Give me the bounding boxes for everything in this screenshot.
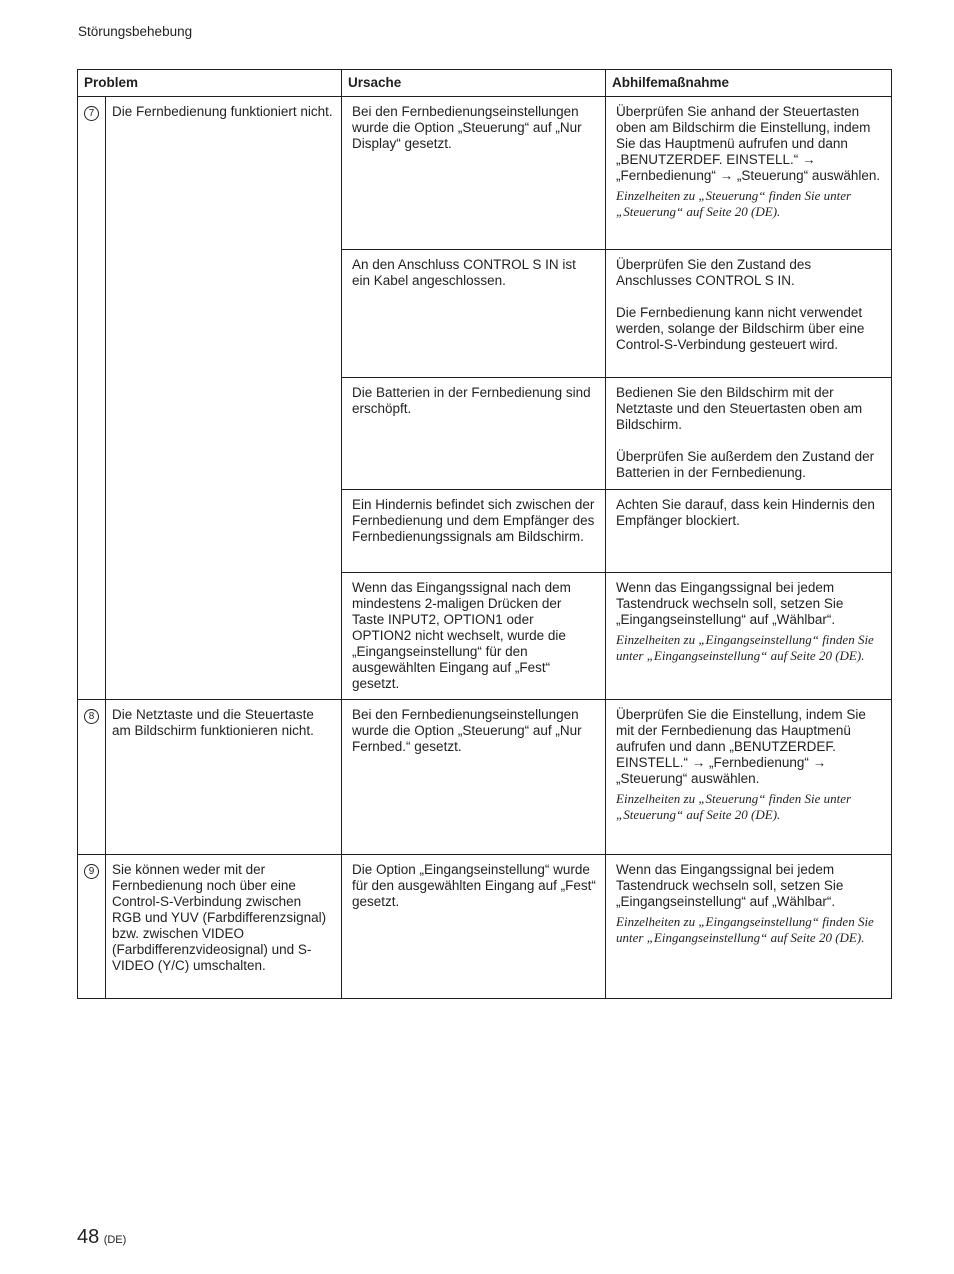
remedy-text: Wenn das Eingangssignal bei jedem Tastendruck wechseln soll, setzen Sie „Eingangseinstellung“ auf „Wählbar“.	[616, 580, 844, 627]
problem-text: Die Fernbedienung funktioniert nicht.	[106, 97, 342, 700]
problem-number: 7	[84, 106, 99, 121]
remedy-cell	[606, 97, 892, 250]
remedy-text: Überprüfen Sie den Zustand des Anschlusses CONTROL S IN.	[616, 257, 812, 288]
remedy-cell	[606, 573, 892, 700]
remedy-text-2: Überprüfen Sie außerdem den Zustand der Batterien in der Fernbedienung.	[616, 449, 875, 480]
remedy-text: Bedienen Sie den Bildschirm mit der Netztaste und den Steuertasten oben am Bildschirm.	[616, 385, 863, 432]
table-row	[78, 700, 892, 855]
cause-cell: Ein Hindernis befindet sich zwischen der Fernbedienung und dem Empfänger des Fernbedienungssignals am Bildschirm.	[342, 490, 606, 573]
table-row	[78, 855, 892, 999]
remedy-text: Überprüfen Sie anhand der Steuertasten oben am Bildschirm die Einstellung, indem Sie das Hauptmenü aufrufen und dann „BENUTZERDEF. EINSTELL.“ → „Fernbedienung“ → „Steuerung“ auswählen.	[616, 104, 881, 183]
header-cause: Ursache	[342, 70, 606, 97]
cause-cell: Wenn das Eingangssignal nach dem mindestens 2-maligen Drücken der Taste INPUT2, OPTION1 oder OPTION2 nicht wechselt, wurde die „Eingangseinstellung“ für den ausgewählten Eingang auf „Fest“ gesetzt.	[342, 573, 606, 700]
remedy-cell	[606, 378, 892, 490]
page-footer	[77, 1226, 126, 1249]
header-remedy: Abhilfemaßnahme	[606, 70, 892, 97]
problem-number-cell	[78, 97, 106, 700]
cause-cell: Die Batterien in der Fernbedienung sind erschöpft.	[342, 378, 606, 490]
troubleshooting-table	[77, 69, 892, 999]
problem-number: 9	[84, 864, 99, 879]
cause-cell: Bei den Fernbedienungseinstellungen wurde die Option „Steuerung“ auf „Nur Display“ gesetzt.	[342, 97, 606, 250]
remedy-note: Einzelheiten zu „Eingangseinstellung“ finden Sie unter „Eingangseinstellung“ auf Seite 20 (DE).	[616, 632, 874, 663]
remedy-note: Einzelheiten zu „Eingangseinstellung“ finden Sie unter „Eingangseinstellung“ auf Seite 20 (DE).	[616, 914, 874, 945]
running-header: Störungsbehebung	[78, 24, 193, 39]
remedy-text-2: Die Fernbedienung kann nicht verwendet werden, solange der Bildschirm über eine Control-S-Verbindung gesteuert wird.	[616, 305, 865, 352]
remedy-cell	[606, 250, 892, 378]
remedy-text: Überprüfen Sie die Einstellung, indem Sie mit der Fernbedienung das Hauptmenü aufrufen und dann „BENUTZERDEF. EINSTELL.“ → „Fernbedienung“ → „Steuerung“ auswählen.	[616, 707, 866, 786]
cause-cell: Die Option „Eingangseinstellung“ wurde für den ausgewählten Eingang auf „Fest“ gesetzt.	[342, 855, 606, 999]
remedy-cell: Achten Sie darauf, dass kein Hindernis den Empfänger blockiert.	[606, 490, 892, 573]
table-header-row	[78, 70, 892, 97]
remedy-note: Einzelheiten zu „Steuerung“ finden Sie unter „Steuerung“ auf Seite 20 (DE).	[616, 188, 852, 219]
cause-cell: Bei den Fernbedienungseinstellungen wurde die Option „Steuerung“ auf „Nur Fernbed.“ gesetzt.	[342, 700, 606, 855]
problem-number: 8	[84, 709, 99, 724]
problem-number-cell	[78, 855, 106, 999]
problem-text: Die Netztaste und die Steuertaste am Bildschirm funktionieren nicht.	[106, 700, 342, 855]
remedy-cell	[606, 700, 892, 855]
page-number: 48	[77, 1226, 100, 1248]
page-language: (DE)	[103, 1234, 127, 1246]
remedy-text: Wenn das Eingangssignal bei jedem Tastendruck wechseln soll, setzen Sie „Eingangseinstellung“ auf „Wählbar“.	[616, 862, 844, 909]
remedy-note: Einzelheiten zu „Steuerung“ finden Sie unter „Steuerung“ auf Seite 20 (DE).	[616, 791, 852, 822]
remedy-cell	[606, 855, 892, 999]
table-row	[78, 97, 892, 250]
cause-cell: An den Anschluss CONTROL S IN ist ein Kabel angeschlossen.	[342, 250, 606, 378]
header-problem: Problem	[78, 70, 342, 97]
problem-text: Sie können weder mit der Fernbedienung noch über eine Control-S-Verbindung zwischen RGB und YUV (Farbdifferenzsignal) bzw. zwischen VIDEO (Farbdifferenzvideosignal) und S-VIDEO (Y/C) umschalten.	[106, 855, 342, 999]
problem-number-cell	[78, 700, 106, 855]
